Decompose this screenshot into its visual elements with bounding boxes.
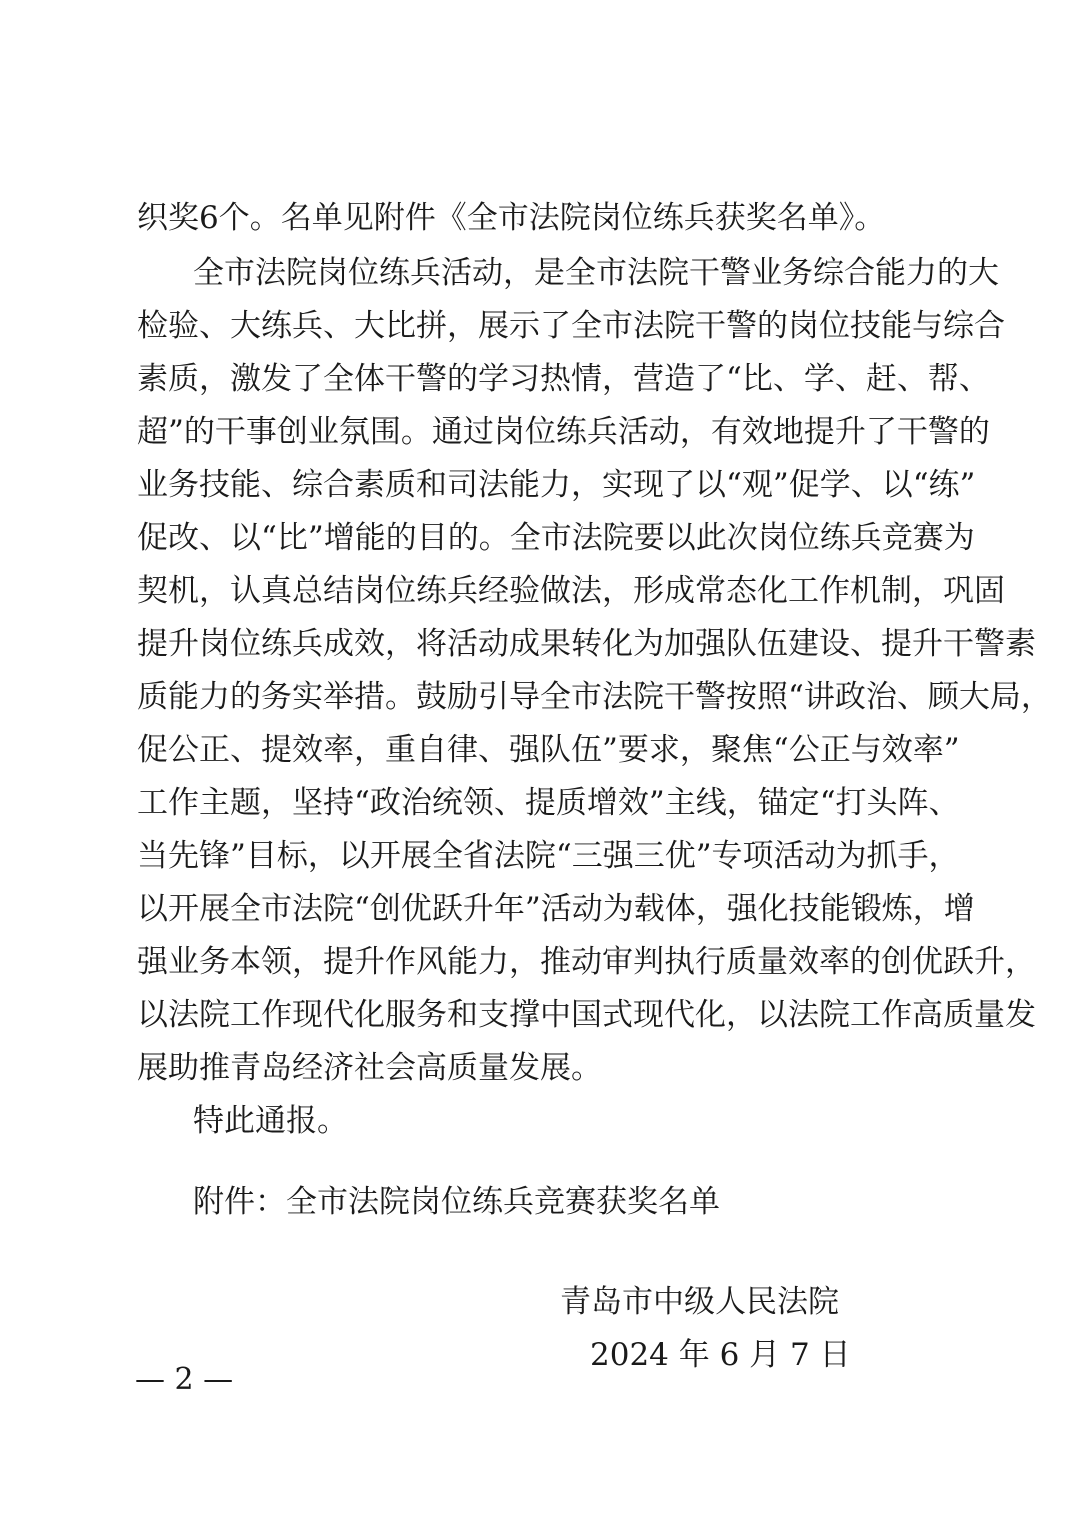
page-number: — 2 — [135,1362,234,1397]
paragraph-line: 当先锋”目标，以开展全省法院“三强三优”专项活动为抓手， [137,838,960,874]
paragraph-line: 提升岗位练兵成效，将活动成果转化为加强队伍建设、提升干警素 [137,626,1036,662]
paragraph-line: 工作主题，坚持“政治统领、提质增效”主线，锚定“打头阵、 [137,785,960,821]
issuer-name: 青岛市中级人民法院 [560,1284,839,1320]
closing-text: 特此通报。 [193,1103,348,1139]
paragraph-line: 检验、大练兵、大比拼，展示了全市法院干警的岗位技能与综合 [137,308,1005,344]
paragraph-line: 质能力的务实举措。鼓励引导全市法院干警按照“讲政治、顾大局， [137,679,1052,715]
attachment-note: 附件：全市法院岗位练兵竞赛获奖名单 [193,1184,720,1220]
paragraph-line: 促公正、提效率，重自律、强队伍”要求，聚焦“公正与效率” [137,732,960,768]
paragraph-line: 促改、以“比”增能的目的。全市法院要以此次岗位练兵竞赛为 [137,520,975,556]
paragraph-line: 契机，认真总结岗位练兵经验做法，形成常态化工作机制，巩固 [137,573,1005,609]
paragraph-line: 以法院工作现代化服务和支撑中国式现代化，以法院工作高质量发 [137,997,1036,1033]
paragraph-line: 展助推青岛经济社会高质量发展。 [137,1050,602,1086]
paragraph-line: 强业务本领，提升作风能力，推动审判执行质量效率的创优跃升， [137,944,1036,980]
paragraph-line: 织奖6个。名单见附件《全市法院岗位练兵获奖名单》。 [137,200,886,236]
paragraph-line: 业务技能、综合素质和司法能力，实现了以“观”促学、以“练” [137,467,976,503]
paragraph-line: 超”的干事创业氛围。通过岗位练兵活动，有效地提升了干警的 [137,414,990,450]
paragraph-line: 素质，激发了全体干警的学习热情，营造了“比、学、赶、帮、 [137,361,990,397]
paragraph-line: 以开展全市法院“创优跃升年”活动为载体，强化技能锻炼，增 [137,891,975,927]
paragraph-line: 全市法院岗位练兵活动，是全市法院干警业务综合能力的大 [193,255,999,291]
issue-date: 2024 年 6 月 7 日 [590,1337,851,1373]
